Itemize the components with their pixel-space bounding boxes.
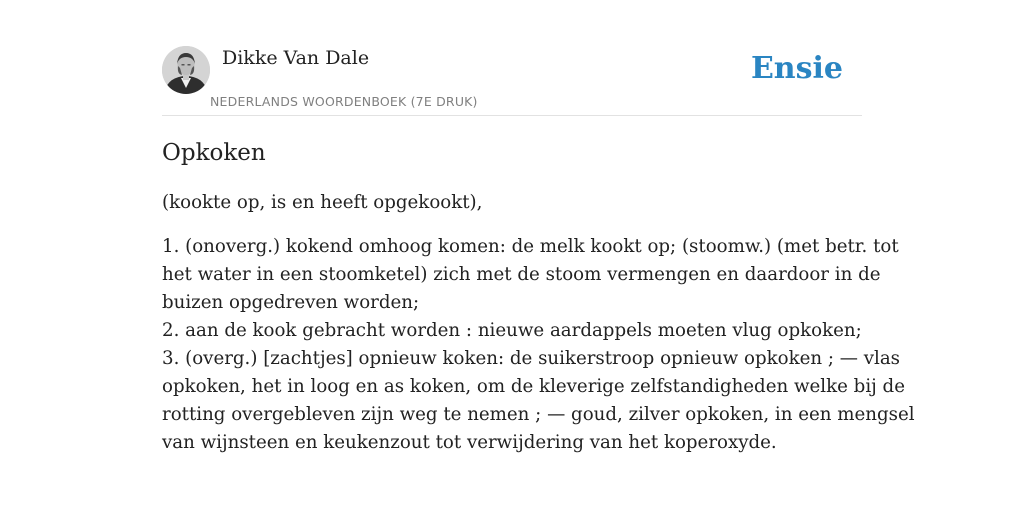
definition-line: 3. (overg.) [zachtjes] opnieuw koken: de suikerstroop opnieuw opkoken ; — vlas xyxy=(162,348,901,369)
definition-line: 1. (onoverg.) kokend omhoog komen: de melk kookt op; (stoomw.) (met betr. tot xyxy=(162,236,899,257)
definition-line: het water in een stoomketel) zich met de stoom vermengen en daardoor in de xyxy=(162,264,881,285)
portrait-icon xyxy=(162,46,210,94)
definition-line: buizen opgedreven worden; xyxy=(162,292,420,313)
entry-definitions xyxy=(162,233,915,457)
definition-line: 2. aan de kook gebracht worden : nieuwe aardappels moeten vlug opkoken; xyxy=(162,320,862,341)
author-avatar[interactable] xyxy=(162,46,210,94)
source-label: NEDERLANDS WOORDENBOEK (7E DRUK) xyxy=(210,94,478,109)
definition-line: van wijnsteen en keukenzout tot verwijdering van het koperoxyde. xyxy=(162,432,777,453)
definition-line: opkoken, het in loog en as koken, om de kleverige zelfstandigheden welke bij de xyxy=(162,376,905,397)
entry-grammar: (kookte op, is en heeft opgekookt), xyxy=(162,192,483,213)
entry-header xyxy=(162,44,862,116)
brand-logo[interactable]: Ensie xyxy=(750,51,843,86)
author-name[interactable]: Dikke Van Dale xyxy=(222,47,370,69)
definition-line: rotting overgebleven zijn weg te nemen ; — goud, zilver opkoken, in een mengsel xyxy=(162,404,915,425)
entry-card xyxy=(162,44,915,457)
entry-title: Opkoken xyxy=(162,140,266,166)
